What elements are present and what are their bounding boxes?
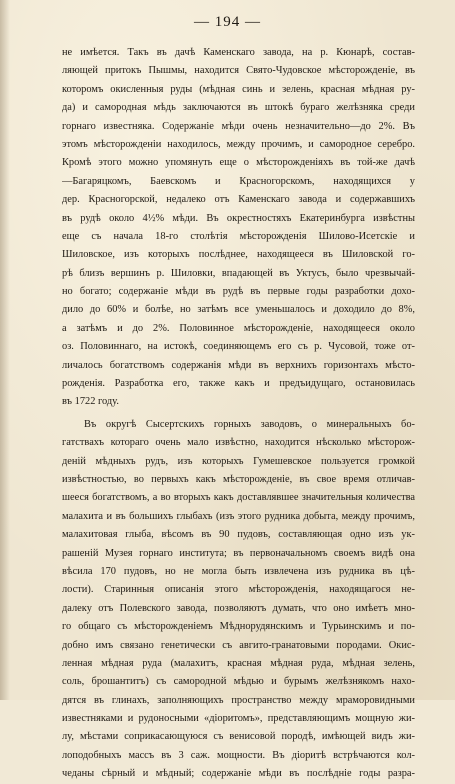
text-line: —Багаряцкомъ, Баевскомъ и Красногорскомъ, находящихся у bbox=[62, 175, 415, 187]
text-line: вѣсила 170 пудовъ, но не могла быть извлечена изъ рудника въ цѣ- bbox=[62, 565, 415, 577]
text-line: добно имъ связано генетически съ авгито-гранатовыми породами. Окис- bbox=[62, 639, 415, 651]
text-line: малахитовая глыба, вѣсомъ въ 90 пудовъ, составляющая одно изъ ук- bbox=[62, 529, 415, 541]
text-line: чеданы сѣрный и мѣдный; содержаніе мѣди въ послѣдніе годы разра- bbox=[62, 768, 415, 780]
binding-shadow bbox=[0, 0, 10, 700]
text-line: еще съ начала 18-го столѣтія мѣсторожденія Шилово-Исетскіе и bbox=[62, 230, 415, 242]
text-line: ленная мѣдная руда (малахитъ, красная мѣдная руда, мѣдная зелень, bbox=[62, 657, 415, 669]
text-line: дятся въ глинахъ, заполняющихъ пространство между мраморовидными bbox=[62, 694, 415, 706]
paragraph-1 bbox=[62, 44, 415, 412]
text-line: личалось богатствомъ содержанія мѣди въ верхнихъ горизонтахъ мѣсто- bbox=[62, 359, 415, 371]
text-line: рашеній Музея горнаго института; въ первоначальномъ своемъ видѣ она bbox=[62, 547, 415, 559]
text-line: въ 1722 году. bbox=[62, 396, 119, 408]
text-line: Шиловское, изъ которыхъ послѣднее, находящееся въ Шиловской го- bbox=[62, 249, 415, 261]
text-line: го общаго съ мѣсторожденіемъ Мѣднорудянскимъ и Турьинскимъ и по- bbox=[62, 621, 415, 633]
text-line: а затѣмъ и до 2%. Половинное мѣсторожденіе, находящееся около bbox=[62, 322, 415, 334]
text-line: рѣ близъ вершинъ р. Шиловки, впадающей въ Уктусъ, было чрезвычай- bbox=[62, 267, 415, 279]
text-line: известняками и рудоносными «діоритомъ», представляющимъ мощную жи- bbox=[62, 713, 415, 725]
text-line: лости). Старинныя описанія этого мѣсторожденія, находящагося не- bbox=[62, 584, 415, 596]
text-line: малахита и въ большихъ глыбахъ (изъ этого рудника добыта, между прочимъ, bbox=[62, 510, 415, 522]
text-line: которомъ окисленныя руды (мѣдная синь и зелень, красная мѣдная ру- bbox=[62, 83, 415, 95]
text-line: оз. Половиннаго, на истокѣ, соединяющемъ его съ р. Чусовой, тоже от- bbox=[62, 341, 415, 353]
text-line: деній мѣдныхъ рудъ, изъ которыхъ Гумешевское пользуется громкой bbox=[62, 455, 415, 467]
text-line: лоподобныхъ массъ въ 3 саж. мощности. Въ діоритѣ встрѣчаются кол- bbox=[62, 749, 415, 761]
text-line: но богато; содержаніе мѣди въ рудѣ въ первые годы разработки дохо- bbox=[62, 286, 415, 298]
text-line: ляющей притокъ Пышмы, находится Свято-Чудовское мѣсторожденіе, въ bbox=[62, 65, 415, 77]
text-line: да) и самородная мѣдь заключаются въ штокѣ бураго желѣзняка среди bbox=[62, 102, 415, 114]
text-line: далеку отъ Полевского завода, позволяютъ думать, что оно имѣетъ мно- bbox=[62, 602, 415, 614]
text-line: рожденія. Разработка его, также какъ и предъидущаго, остановилась bbox=[62, 378, 415, 390]
text-line: извѣстностью, во первыхъ какъ мѣсторожденіе, въ свое время отличав- bbox=[62, 473, 415, 485]
text-line: шееся богатствомъ, а во вторыхъ какъ доставлявшее значительныя количества bbox=[62, 492, 415, 504]
text-line: гатствахъ котораго очень мало извѣстно, находится нѣсколько мѣсторож- bbox=[62, 437, 415, 449]
paragraph-2 bbox=[62, 416, 415, 784]
text-line: этомъ мѣсторожденіи находилось, между прочимъ, и самородное серебро. bbox=[62, 138, 415, 150]
text-line: горнаго известняка. Содержаніе мѣди очень незначительно—до 2%. Въ bbox=[62, 120, 415, 132]
text-line: дило до 60% и болѣе, но затѣмъ все уменьшалось и доходило до 8%, bbox=[62, 304, 415, 316]
text-line: соль, брошантитъ) съ самородной мѣдью и бурымъ желѣзнякомъ нахо- bbox=[62, 676, 415, 688]
text-line: Кромѣ этого можно упомянуть еще о мѣсторожденіяхъ въ той-же дачѣ bbox=[62, 157, 415, 169]
text-line: лу, мѣстами соприкасающуюся съ венисовой породѣ, имѣющей видъ жи- bbox=[62, 731, 415, 743]
page-number: — 194 — bbox=[194, 14, 261, 30]
text-line: дер. Красногорской, недалеко отъ Каменскаго завода и содержавшихъ bbox=[62, 194, 415, 206]
body-text bbox=[62, 44, 415, 784]
text-line: не имѣется. Такъ въ дачѣ Каменскаго завода, на р. Кюнарѣ, состав- bbox=[62, 47, 415, 58]
text-line: въ рудѣ около 4½% мѣди. Въ окрестностяхъ Екатеринбурга извѣстны bbox=[62, 212, 415, 224]
text-line: Въ округѣ Сысертскихъ горныхъ заводовъ, о минеральныхъ бо- bbox=[84, 418, 415, 430]
